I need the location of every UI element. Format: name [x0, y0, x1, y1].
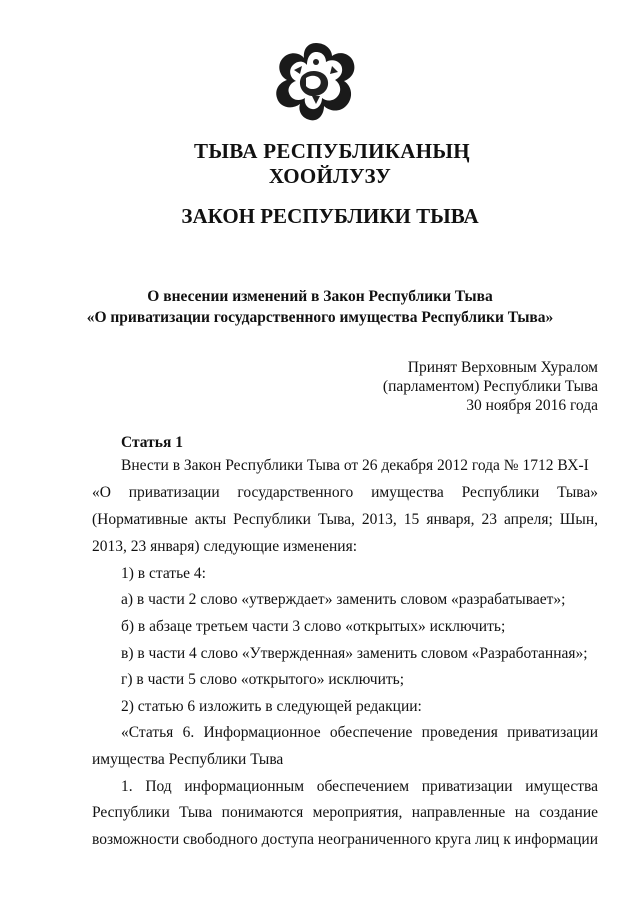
adoption-note-line1: Принят Верховным Хуралом	[407, 359, 598, 376]
body-line: б) в абзаце третьем части 3 слово «открытых» исключить;	[121, 618, 506, 635]
body-line: Внести в Закон Республики Тыва от 26 декабря 2012 года № 1712 ВХ-I	[121, 457, 589, 474]
law-title-tyva-line1: ТЫВА РЕСПУБЛИКАНЫҢ	[194, 139, 470, 163]
body-line: «О приватизации государственного имущества Республики Тыва»	[92, 484, 598, 501]
body-line: «Статья 6. Информационное обеспечение проведения приватизации	[121, 724, 598, 741]
body-line: а) в части 2 слово «утверждает» заменить словом «разрабатывает»;	[121, 591, 566, 608]
law-subject	[0, 286, 640, 328]
body-line: 2013, 23 января) следующие изменения:	[92, 538, 358, 555]
body-line: возможности свободного доступа неограниченного круга лиц к информации	[92, 831, 598, 848]
law-subject-line1: О внесении изменений в Закон Республики Тыва	[147, 288, 493, 305]
law-title-tyva-line2: ХООЙЛУЗУ	[268, 164, 392, 188]
body-line: г) в части 5 слово «открытого» исключить;	[121, 671, 405, 688]
tyva-coat-of-arms-icon	[272, 40, 360, 124]
body-line: Республики Тыва понимаются мероприятия, направленные на создание	[92, 804, 598, 821]
article-heading: Статья 1	[121, 434, 183, 451]
adoption-note-line2: (парламентом) Республики Тыва	[382, 378, 598, 395]
body-line: имущества Республики Тыва	[92, 751, 284, 768]
body-line: в) в части 4 слово «Утвержденная» заменить словом «Разработанная»;	[121, 645, 588, 662]
body-line: 1. Под информационным обеспечением приватизации имущества	[121, 778, 598, 795]
law-subject-line2: «О приватизации государственного имущества Республики Тыва»	[86, 309, 554, 326]
body-line: 1) в статье 4:	[121, 565, 206, 582]
body-line: 2) статью 6 изложить в следующей редакции:	[121, 698, 422, 715]
adoption-note	[383, 358, 598, 415]
law-title-russian: ЗАКОН РЕСПУБЛИКИ ТЫВА	[181, 204, 479, 228]
body-line: (Нормативные акты Республики Тыва, 2013, 15 января, 23 апреля; Шын,	[92, 511, 598, 528]
adoption-note-line3: 30 ноября 2016 года	[466, 397, 598, 414]
